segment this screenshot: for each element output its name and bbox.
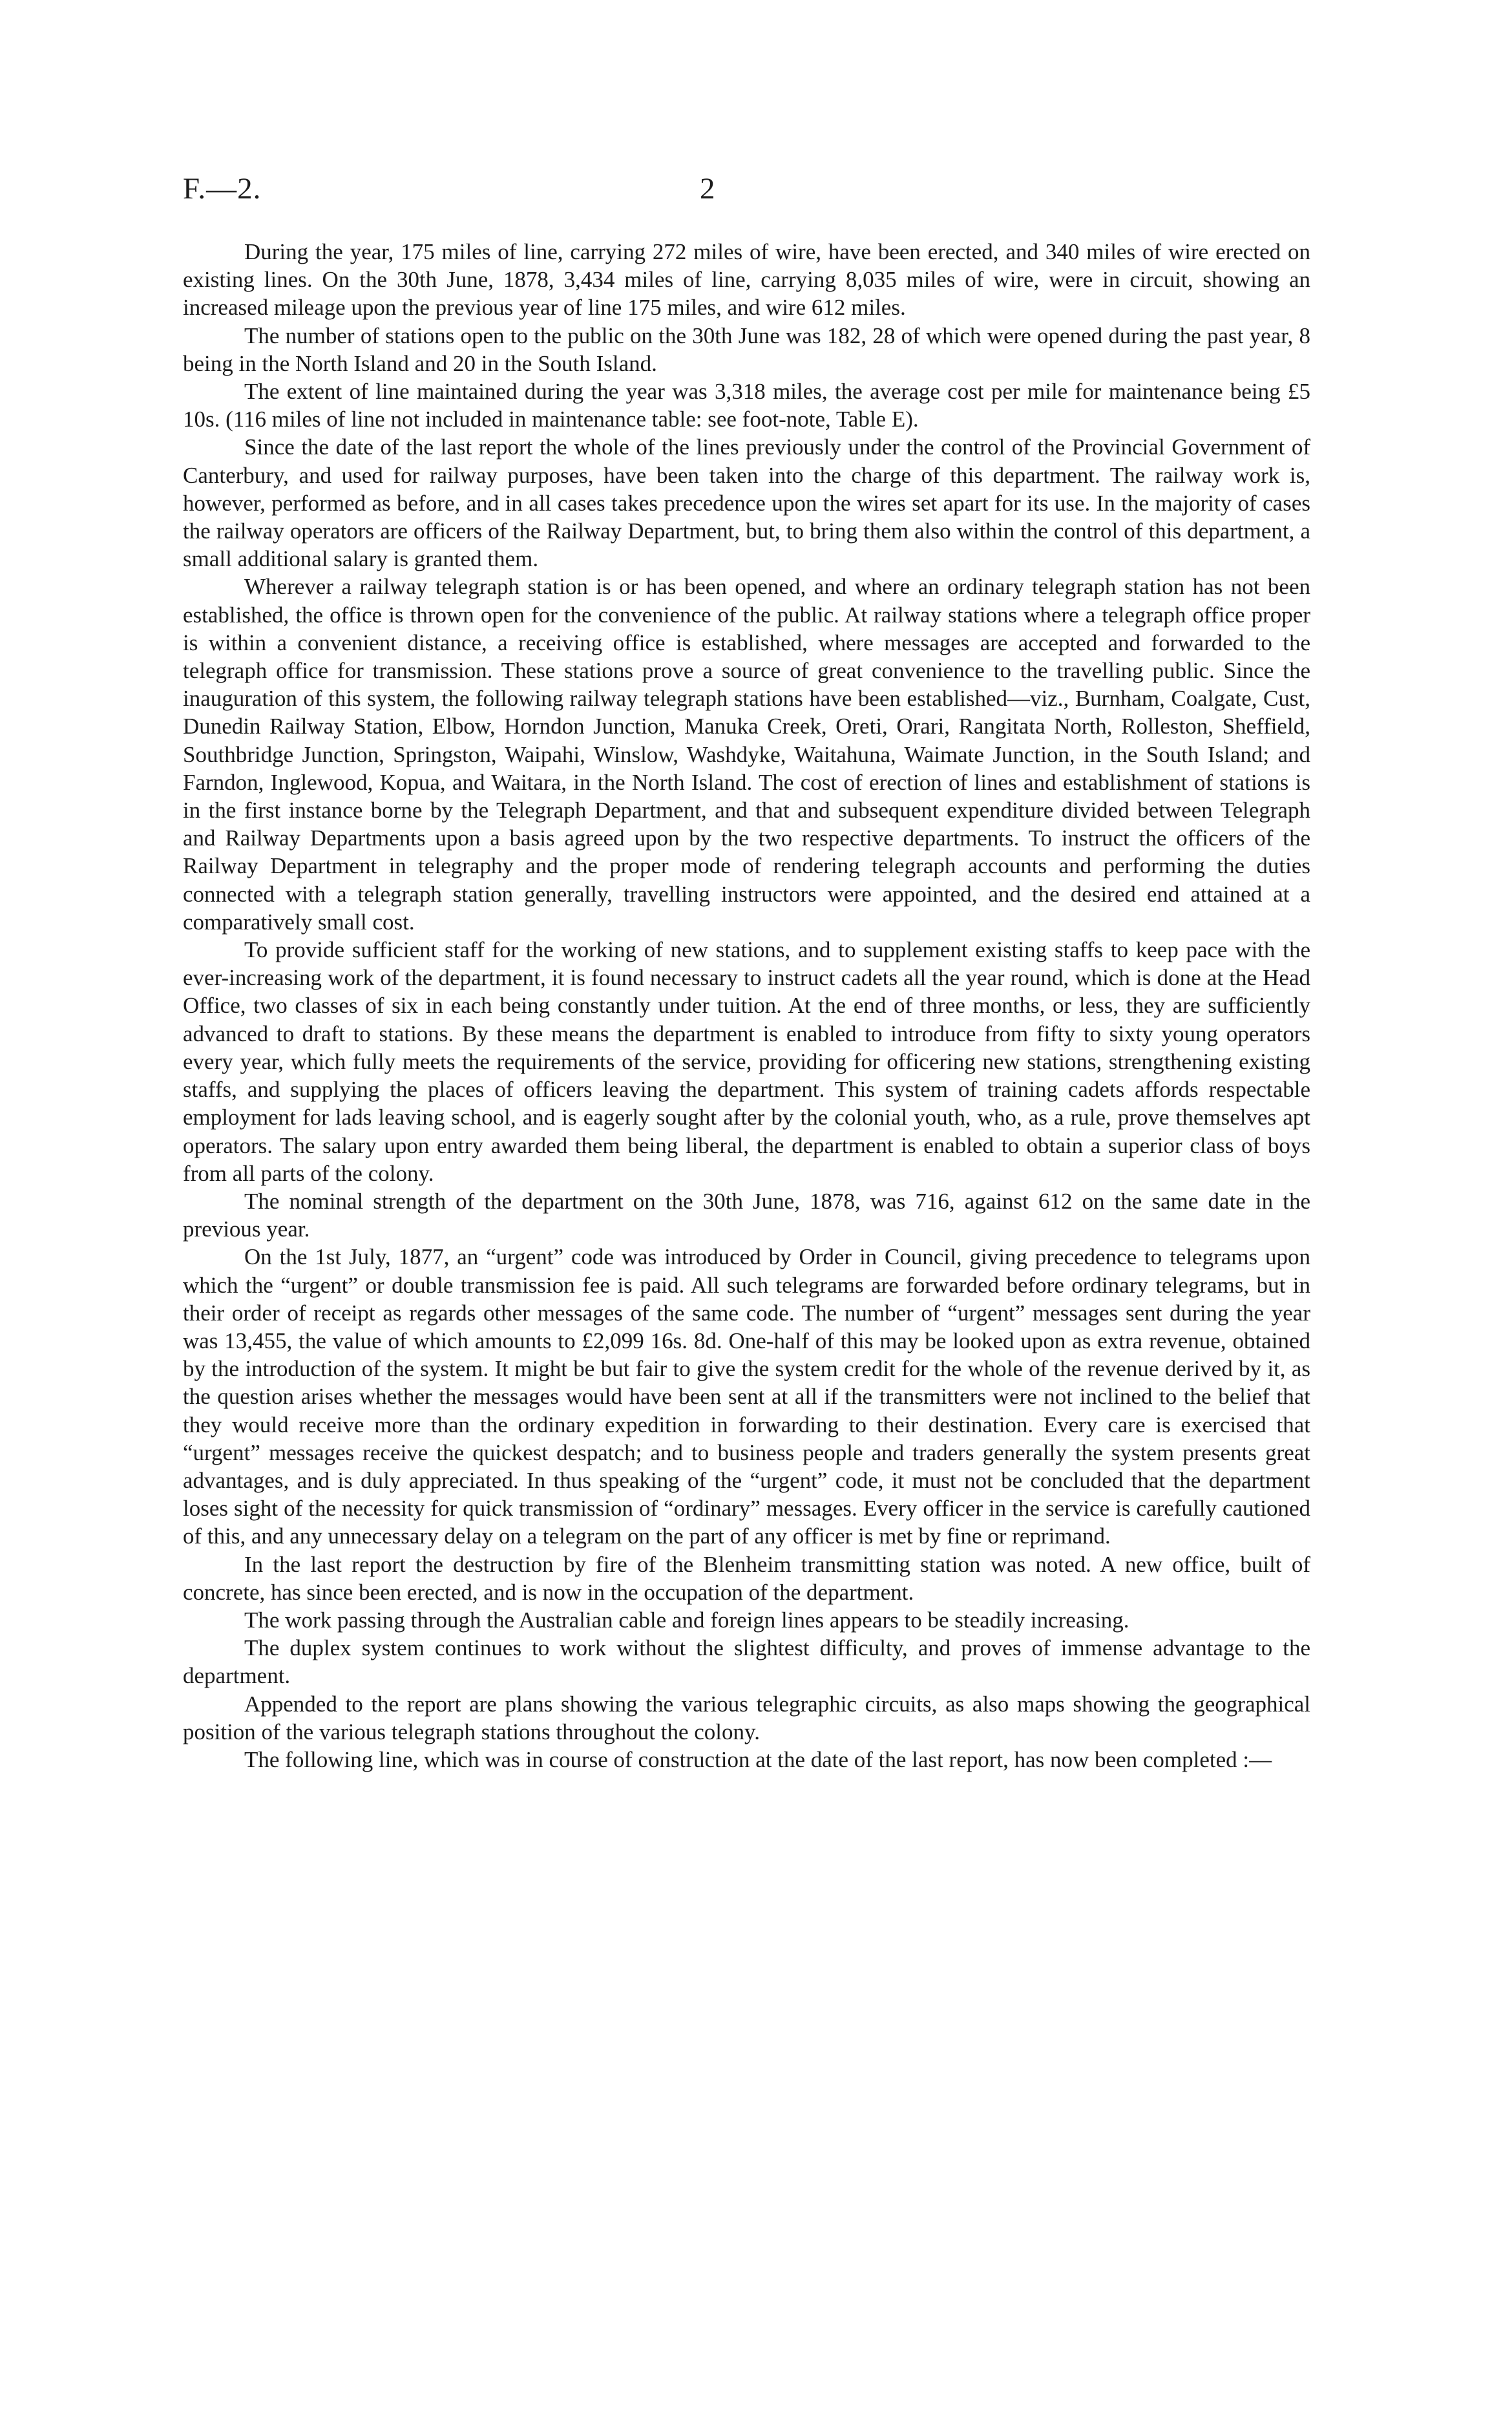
paragraph-cadet-training: To provide sufficient staff for the working of new stations, and to supplement existing staffs to keep pace with the ever-increasing work of the department, it is found necessary to instruct cadets all the year round, which is done at the Head Office, two classes of six in each being constantly under tuition. At the end of three months, or less, they are sufficiently advanced to draft to stations. By these means the department is enabled to introduce from fifty to sixty young operators every year, which fully meets the requirements of the service, providing for officering new stations, strengthening existing staffs, and supplying the places of officers leaving the department. This system of training cadets affords respectable employment for lads leaving school, and is eagerly sought after by the colonial youth, who, as a rule, prove themselves apt operators. The salary upon entry awarded them being liberal, the department is enabled to obtain a superior class of boys from all parts of the colony. bbox=[183, 937, 1310, 1186]
paragraph-line-mileage: During the year, 175 miles of line, carrying 272 miles of wire, have been erected, and 340 miles of wire erected on existing lines. On the 30th June, 1878, 3,434 miles of line, carrying 8,035 miles of wire, were in circuit, showing an increased mileage upon the previous year of line 175 miles, and wire 612 miles. bbox=[183, 239, 1310, 321]
paragraph-nominal-strength: The nominal strength of the department on the 30th June, 1878, was 716, against 612 on the same date in the previous year. bbox=[183, 1188, 1310, 1242]
paragraph-urgent-code: On the 1st July, 1877, an “urgent” code was introduced by Order in Council, giving precedence to telegrams upon which the “urgent” or double transmission fee is paid. All such telegrams are forwarded before ordinary telegrams, but in their order of receipt as regards other messages of the same code. The number of “urgent” messages sent during the year was 13,455, the value of which amounts to £2,099 16s. 8d. One-half of this may be looked upon as extra revenue, obtained by the introduction of the system. It might be but fair to give the system credit for the whole of the revenue derived by it, as the question arises whether the messages would have been sent at all if the transmitters were not inclined to the belief that they would receive more than the ordinary expedition in forwarding to their destination. Every care is exercised that “urgent” messages receive the quickest despatch; and to business people and traders generally the system presents great advantages, and is duly appreciated. In thus speaking of the “urgent” code, it must not be concluded that the department loses sight of the necessity for quick transmission of “ordinary” messages. Every officer in the service is carefully cautioned of this, and any unnecessary delay on a telegram on the part of any officer is met by fine or reprimand. bbox=[183, 1244, 1310, 1549]
paragraph-blenheim-station: In the last report the destruction by fire of the Blenheim transmitting station was noted. A new office, built of concrete, has since been erected, and is now in the occupation of the department. bbox=[183, 1551, 1310, 1605]
paragraph-appended-plans: Appended to the report are plans showing the various telegraphic circuits, as also maps showing the geographical position of the various telegraph stations throughout the colony. bbox=[183, 1691, 1310, 1744]
paragraph-stations-open: The number of stations open to the public on the 30th June was 182, 28 of which were opened during the past year, 8 being in the North Island and 20 in the South Island. bbox=[183, 323, 1310, 376]
page-number: 2 bbox=[700, 172, 715, 206]
paragraph-completed-line: The following line, which was in course of construction at the date of the last report, has now been completed :— bbox=[244, 1746, 1272, 1772]
page-header bbox=[183, 171, 1310, 223]
paragraph-railway-stations: Wherever a railway telegraph station is or has been opened, and where an ordinary telegraph station has not been established, the office is thrown open for the convenience of the public. At railway stations where a telegraph office proper is within a convenient distance, a receiving office is established, where messages are accepted and forwarded to the telegraph office for transmission. These stations prove a source of great convenience to the travelling public. Since the inauguration of this system, the following railway telegraph stations have been established—viz., Burnham, Coalgate, Cust, Dunedin Railway Station, Elbow, Horndon Junction, Manuka Creek, Oreti, Orari, Rangitata North, Rolleston, Sheffield, Southbridge Junction, Springston, Waipahi, Winslow, Washdyke, Waitahuna, Waimate Junction, in the South Island; and Farndon, Inglewood, Kopua, and Waitara, in the North Island. The cost of erection of lines and establishment of stations is in the first instance borne by the Telegraph Department, and that and subsequent expenditure divided between Telegraph and Railway Departments upon a basis agreed upon by the two respective departments. To instruct the officers of the Railway Department in telegraphy and the proper mode of rendering telegraph accounts and performing the duties connected with a telegraph station generally, travelling instructors were appointed, and the desired end attained at a comparatively small cost. bbox=[183, 574, 1310, 935]
paragraph-line-maintenance: The extent of line maintained during the year was 3,318 miles, the average cost per mile for maintenance being £5 10s. (116 miles of line not included in maintenance table: see foot-note, Table E). bbox=[183, 379, 1310, 432]
paragraph-canterbury-lines: Since the date of the last report the whole of the lines previously under the control of the Provincial Government of Canterbury, and used for railway purposes, have been taken into the charge of this department. The railway work is, however, performed as before, and in all cases takes precedence upon the wires set apart for its use. In the majority of cases the railway operators are officers of the Railway Department, but, to bring them also within the control of this department, a small additional salary is granted them. bbox=[183, 434, 1310, 572]
document-code: F.—2. bbox=[183, 172, 262, 206]
paragraph-australian-cable: The work passing through the Australian cable and foreign lines appears to be steadily increasing. bbox=[244, 1607, 1129, 1633]
report-body bbox=[183, 238, 1310, 1774]
paragraph-duplex-system: The duplex system continues to work without the slightest difficulty, and proves of immense advantage to the department. bbox=[183, 1635, 1310, 1689]
